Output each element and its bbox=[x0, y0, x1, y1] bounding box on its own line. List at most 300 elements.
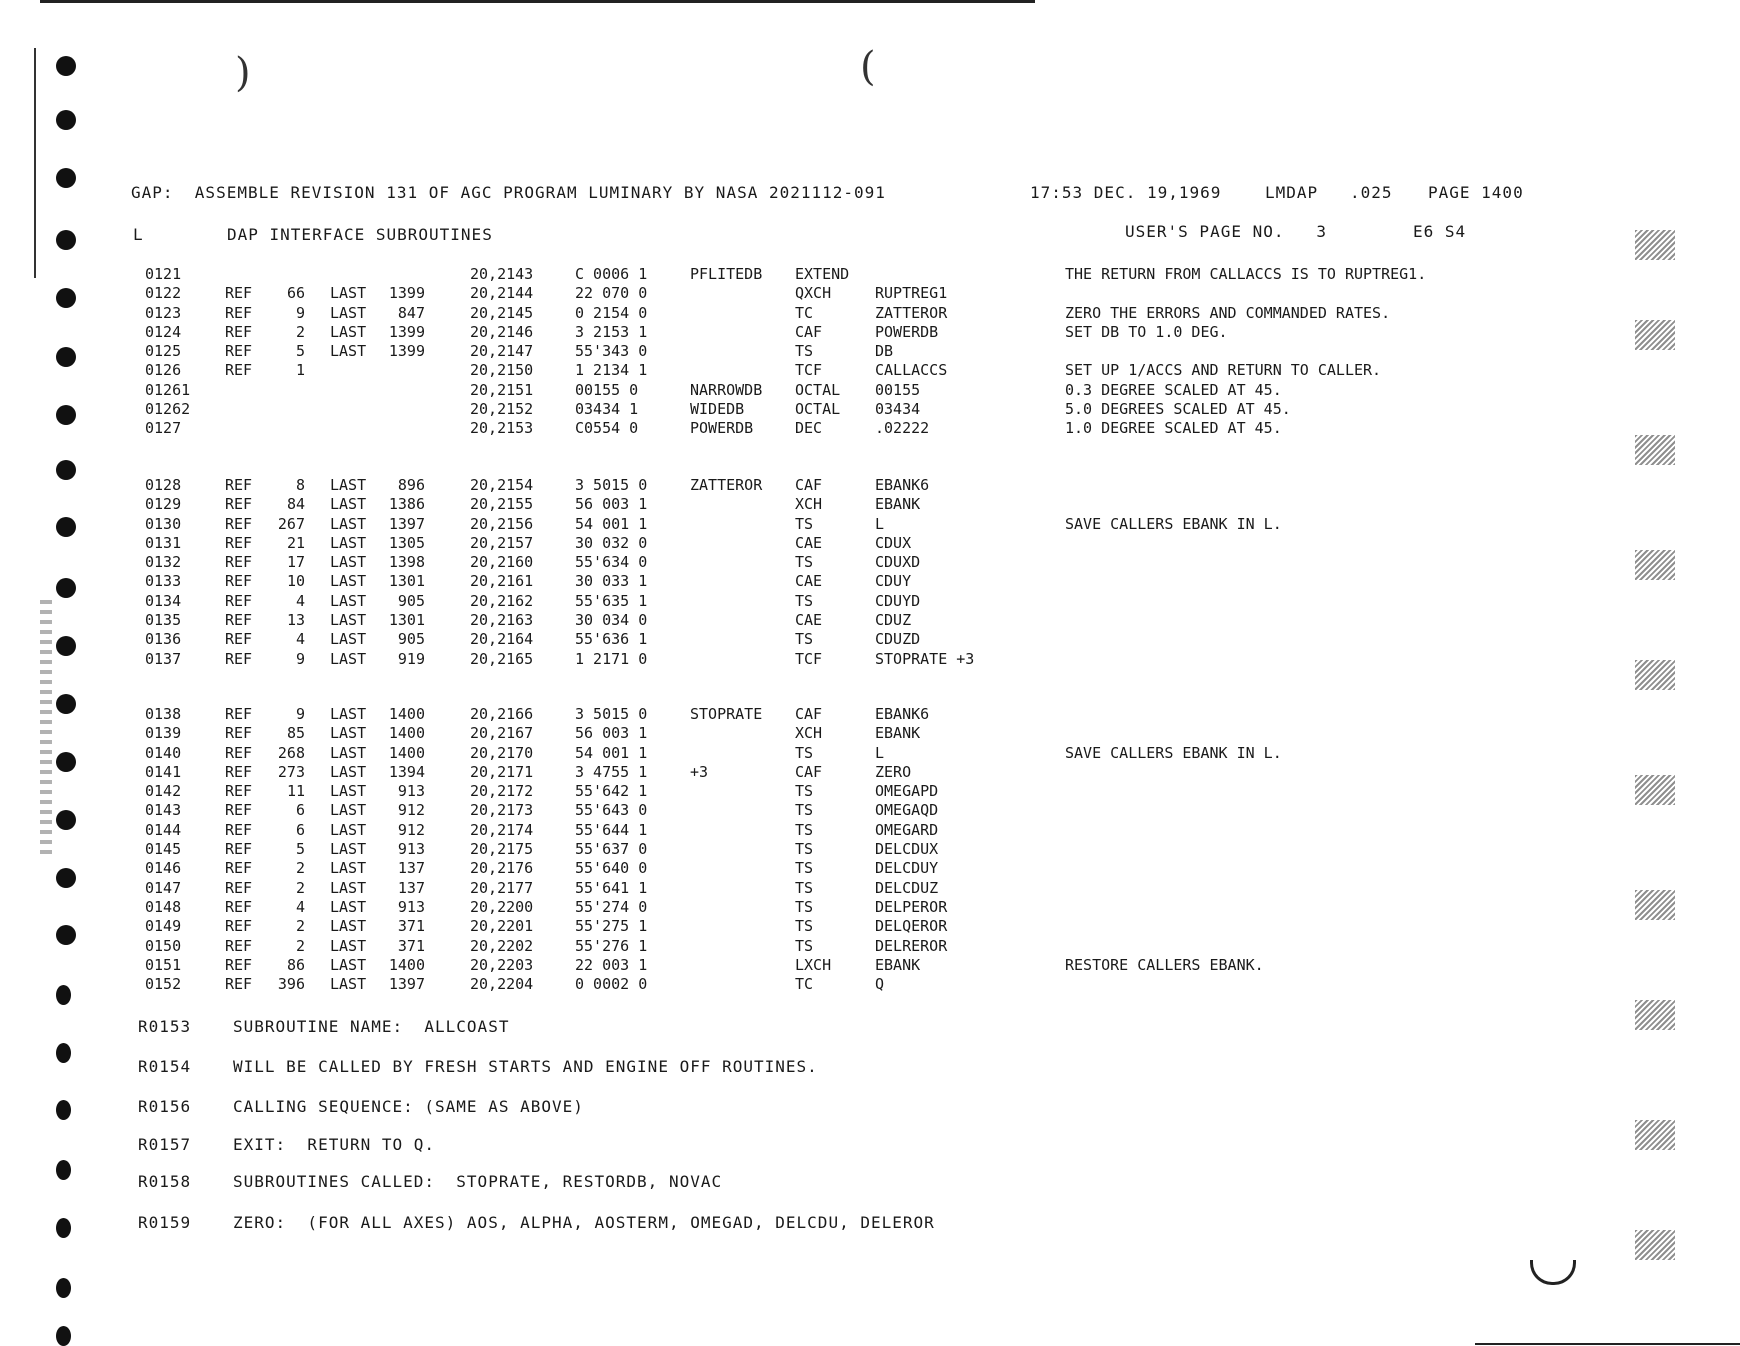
cell-addr: 20,2163 bbox=[470, 611, 534, 630]
cell-code: 55'644 1 bbox=[575, 820, 648, 839]
cell-code: 22 003 1 bbox=[575, 955, 648, 974]
cell-code: 0 2154 0 bbox=[575, 303, 648, 322]
cell-count: 17 bbox=[286, 553, 305, 572]
punch-hole bbox=[56, 405, 76, 425]
cell-operand: OMEGAPD bbox=[875, 782, 939, 801]
cell-operand: CDUY bbox=[875, 572, 912, 591]
cell-op: TS bbox=[795, 840, 814, 859]
cell-addr: 20,2167 bbox=[470, 724, 534, 743]
cell-line: 0148 bbox=[145, 897, 182, 916]
cell-last: LAST bbox=[330, 611, 367, 630]
cell-line: 0151 bbox=[145, 955, 182, 974]
cell-code: 55'637 0 bbox=[575, 840, 648, 859]
cell-operand: CDUXD bbox=[875, 553, 921, 572]
remark-id: R0157 bbox=[138, 1135, 192, 1154]
remark-id: R0153 bbox=[138, 1017, 192, 1036]
cell-addr: 20,2171 bbox=[470, 762, 534, 781]
cell-ref: REF bbox=[225, 342, 253, 361]
cell-addr: 20,2165 bbox=[470, 649, 534, 668]
cell-operand: CDUZD bbox=[875, 630, 921, 649]
cell-line: 0144 bbox=[145, 820, 182, 839]
cell-operand: RUPTREG1 bbox=[875, 284, 948, 303]
cell-operand: EBANK bbox=[875, 724, 921, 743]
cell-ref: REF bbox=[225, 322, 253, 341]
cell-lnum: 1397 bbox=[388, 514, 425, 533]
cell-op: DEC bbox=[795, 419, 823, 438]
cell-ref: REF bbox=[225, 840, 253, 859]
header-module: LMDAP bbox=[1265, 183, 1319, 202]
cell-line: 0134 bbox=[145, 591, 182, 610]
cell-addr: 20,2153 bbox=[470, 419, 534, 438]
header-time: 17:53 DEC. 19,1969 bbox=[1030, 183, 1222, 202]
cell-code: 55'642 1 bbox=[575, 782, 648, 801]
remark-id: R0154 bbox=[138, 1057, 192, 1076]
cell-ref: REF bbox=[225, 533, 253, 552]
cell-operand: EBANK bbox=[875, 495, 921, 514]
cell-last: LAST bbox=[330, 782, 367, 801]
cell-operand: 00155 bbox=[875, 380, 921, 399]
cell-operand: ZERO bbox=[875, 762, 912, 781]
cell-line: 0146 bbox=[145, 859, 182, 878]
cell-comment: RESTORE CALLERS EBANK. bbox=[1065, 955, 1264, 974]
cell-op: TS bbox=[795, 878, 814, 897]
cell-operand: POWERDB bbox=[875, 322, 939, 341]
punch-hole bbox=[56, 925, 76, 945]
cell-code: 55'636 1 bbox=[575, 630, 648, 649]
cell-op: OCTAL bbox=[795, 400, 841, 419]
cell-line: 0142 bbox=[145, 782, 182, 801]
cell-line: 0138 bbox=[145, 705, 182, 723]
cell-lnum: 1400 bbox=[388, 743, 425, 762]
punch-hole bbox=[56, 517, 76, 537]
cell-op: TC bbox=[795, 303, 814, 322]
cell-last: LAST bbox=[330, 649, 367, 668]
cell-ref: REF bbox=[225, 820, 253, 839]
cell-comment: SET DB TO 1.0 DEG. bbox=[1065, 322, 1228, 341]
cell-last: LAST bbox=[330, 724, 367, 743]
punch-hole bbox=[56, 56, 76, 76]
remark-text: WILL BE CALLED BY FRESH STARTS AND ENGINE OFF ROUTINES. bbox=[233, 1057, 818, 1076]
cell-ref: REF bbox=[225, 975, 253, 994]
cell-code: 55'276 1 bbox=[575, 936, 648, 955]
cell-lnum: 1400 bbox=[388, 705, 425, 723]
left-edge-line bbox=[34, 48, 36, 278]
remark-text: EXIT: RETURN TO Q. bbox=[233, 1135, 436, 1154]
cell-count: 6 bbox=[295, 801, 305, 820]
cell-line: 01262 bbox=[145, 400, 191, 419]
edge-mark bbox=[1635, 890, 1675, 920]
cell-operand: L bbox=[875, 743, 885, 762]
cell-addr: 20,2160 bbox=[470, 553, 534, 572]
cell-addr: 20,2172 bbox=[470, 782, 534, 801]
cell-op: LXCH bbox=[795, 955, 832, 974]
cell-operand: DELREROR bbox=[875, 936, 948, 955]
cell-ref: REF bbox=[225, 303, 253, 322]
edge-mark bbox=[1635, 1000, 1675, 1030]
cell-lnum: 847 bbox=[397, 303, 425, 322]
cell-count: 1 bbox=[295, 361, 305, 380]
cell-operand: DB bbox=[875, 342, 894, 361]
cell-label: WIDEDB bbox=[690, 400, 745, 419]
cell-op: QXCH bbox=[795, 284, 832, 303]
cell-ref: REF bbox=[225, 361, 253, 380]
cell-count: 2 bbox=[295, 322, 305, 341]
cell-op: TS bbox=[795, 743, 814, 762]
cell-operand: ZATTEROR bbox=[875, 303, 948, 322]
cell-count: 86 bbox=[286, 955, 305, 974]
punch-hole bbox=[56, 694, 76, 714]
cell-addr: 20,2154 bbox=[470, 476, 534, 494]
cell-code: 55'635 1 bbox=[575, 591, 648, 610]
cell-addr: 20,2161 bbox=[470, 572, 534, 591]
cell-lnum: 371 bbox=[397, 917, 425, 936]
cell-code: 55'641 1 bbox=[575, 878, 648, 897]
cell-count: 5 bbox=[295, 342, 305, 361]
cell-line: 0133 bbox=[145, 572, 182, 591]
cell-code: 56 003 1 bbox=[575, 495, 648, 514]
cell-code: 56 003 1 bbox=[575, 724, 648, 743]
cell-last: LAST bbox=[330, 553, 367, 572]
cell-op: TS bbox=[795, 801, 814, 820]
cell-addr: 20,2202 bbox=[470, 936, 534, 955]
cell-ref: REF bbox=[225, 897, 253, 916]
cell-line: 0123 bbox=[145, 303, 182, 322]
cell-line: 0143 bbox=[145, 801, 182, 820]
cell-ref: REF bbox=[225, 649, 253, 668]
cell-line: 0136 bbox=[145, 630, 182, 649]
cell-last: LAST bbox=[330, 630, 367, 649]
cell-operand: EBANK6 bbox=[875, 705, 930, 723]
cell-operand: DELQEROR bbox=[875, 917, 948, 936]
cell-line: 0152 bbox=[145, 975, 182, 994]
cell-comment: SAVE CALLERS EBANK IN L. bbox=[1065, 514, 1282, 533]
cell-ref: REF bbox=[225, 762, 253, 781]
cell-code: 55'640 0 bbox=[575, 859, 648, 878]
cell-lnum: 1301 bbox=[388, 572, 425, 591]
cell-lnum: 919 bbox=[397, 649, 425, 668]
punch-hole bbox=[56, 110, 76, 130]
cell-count: 5 bbox=[295, 840, 305, 859]
cell-op: CAF bbox=[795, 476, 823, 494]
cell-lnum: 137 bbox=[397, 878, 425, 897]
cell-line: 0139 bbox=[145, 724, 182, 743]
cell-addr: 20,2152 bbox=[470, 400, 534, 419]
cell-line: 0129 bbox=[145, 495, 182, 514]
punch-hole bbox=[56, 230, 76, 250]
cell-comment: ZERO THE ERRORS AND COMMANDED RATES. bbox=[1065, 303, 1391, 322]
punch-hole bbox=[56, 288, 76, 308]
cell-op: CAE bbox=[795, 611, 823, 630]
cell-last: LAST bbox=[330, 514, 367, 533]
cell-addr: 20,2173 bbox=[470, 801, 534, 820]
cell-count: 6 bbox=[295, 820, 305, 839]
cell-last: LAST bbox=[330, 936, 367, 955]
cell-op: XCH bbox=[795, 724, 823, 743]
cell-code: 55'643 0 bbox=[575, 801, 648, 820]
cell-ref: REF bbox=[225, 917, 253, 936]
cell-op: OCTAL bbox=[795, 380, 841, 399]
cell-line: 0121 bbox=[145, 265, 182, 283]
top-rule bbox=[40, 0, 1035, 3]
remark-text: SUBROUTINES CALLED: STOPRATE, RESTORDB, NOVAC bbox=[233, 1172, 723, 1191]
cell-lnum: 137 bbox=[397, 859, 425, 878]
cell-last: LAST bbox=[330, 476, 367, 494]
remark-text: ZERO: (FOR ALL AXES) AOS, ALPHA, AOSTERM, OMEGAD, DELCDU, DELEROR bbox=[233, 1213, 935, 1232]
cell-count: 396 bbox=[277, 975, 305, 994]
cell-count: 2 bbox=[295, 936, 305, 955]
cell-label: POWERDB bbox=[690, 419, 754, 438]
cell-count: 21 bbox=[286, 533, 305, 552]
cell-op: TS bbox=[795, 514, 814, 533]
cell-code: 03434 1 bbox=[575, 400, 639, 419]
edge-mark bbox=[1635, 1230, 1675, 1260]
punch-hole bbox=[56, 1100, 71, 1120]
cell-lnum: 896 bbox=[397, 476, 425, 494]
cell-op: TS bbox=[795, 897, 814, 916]
cell-addr: 20,2177 bbox=[470, 878, 534, 897]
edge-mark bbox=[1635, 320, 1675, 350]
cell-last: LAST bbox=[330, 705, 367, 723]
cell-lnum: 1301 bbox=[388, 611, 425, 630]
cell-operand: OMEGAQD bbox=[875, 801, 939, 820]
cell-addr: 20,2144 bbox=[470, 284, 534, 303]
cell-ref: REF bbox=[225, 630, 253, 649]
cell-op: TCF bbox=[795, 361, 823, 380]
cell-code: 55'343 0 bbox=[575, 342, 648, 361]
punch-hole bbox=[56, 810, 76, 830]
cell-line: 0128 bbox=[145, 476, 182, 494]
cell-code: 0 0002 0 bbox=[575, 975, 648, 994]
cell-op: TS bbox=[795, 917, 814, 936]
cell-op: CAF bbox=[795, 762, 823, 781]
cell-line: 0132 bbox=[145, 553, 182, 572]
cell-code: 54 001 1 bbox=[575, 743, 648, 762]
cell-count: 8 bbox=[295, 476, 305, 494]
edge-mark bbox=[1635, 660, 1675, 690]
cell-code: 55'274 0 bbox=[575, 897, 648, 916]
cell-addr: 20,2166 bbox=[470, 705, 534, 723]
cell-ref: REF bbox=[225, 591, 253, 610]
cell-addr: 20,2204 bbox=[470, 975, 534, 994]
cell-op: CAF bbox=[795, 705, 823, 723]
cell-label: PFLITEDB bbox=[690, 265, 763, 283]
punch-hole bbox=[56, 636, 76, 656]
cell-code: 55'275 1 bbox=[575, 917, 648, 936]
header-page: PAGE 1400 bbox=[1428, 183, 1524, 202]
cell-operand: DELCDUX bbox=[875, 840, 939, 859]
cell-operand: DELCDUY bbox=[875, 859, 939, 878]
punch-hole bbox=[56, 1160, 71, 1180]
edge-mark bbox=[1635, 775, 1675, 805]
cell-code: 30 032 0 bbox=[575, 533, 648, 552]
header-number: .025 bbox=[1350, 183, 1393, 202]
cell-lnum: 1400 bbox=[388, 724, 425, 743]
cell-count: 273 bbox=[277, 762, 305, 781]
cell-line: 0141 bbox=[145, 762, 182, 781]
cell-label: STOPRATE bbox=[690, 705, 763, 723]
cell-code: 30 033 1 bbox=[575, 572, 648, 591]
cell-op: CAE bbox=[795, 572, 823, 591]
cell-op: TS bbox=[795, 859, 814, 878]
cell-operand: OMEGARD bbox=[875, 820, 939, 839]
punch-hole bbox=[56, 460, 76, 480]
edge-mark bbox=[1635, 435, 1675, 465]
cell-count: 9 bbox=[295, 303, 305, 322]
punch-hole bbox=[56, 985, 71, 1005]
cell-operand: DELCDUZ bbox=[875, 878, 939, 897]
cell-addr: 20,2150 bbox=[470, 361, 534, 380]
cell-addr: 20,2175 bbox=[470, 840, 534, 859]
users-page-number: USER'S PAGE NO. 3 bbox=[1125, 222, 1328, 241]
cell-code: 1 2171 0 bbox=[575, 649, 648, 668]
cell-lnum: 912 bbox=[397, 820, 425, 839]
header-gap-line: GAP: ASSEMBLE REVISION 131 OF AGC PROGRAM LUMINARY BY NASA 2021112-091 bbox=[131, 183, 886, 202]
cell-addr: 20,2200 bbox=[470, 897, 534, 916]
cell-comment: SET UP 1/ACCS AND RETURN TO CALLER. bbox=[1065, 361, 1382, 380]
cell-code: 00155 0 bbox=[575, 380, 639, 399]
cell-op: EXTEND bbox=[795, 265, 850, 283]
cell-code: 3 4755 1 bbox=[575, 762, 648, 781]
cell-lnum: 913 bbox=[397, 840, 425, 859]
cell-line: 0145 bbox=[145, 840, 182, 859]
cell-operand: STOPRATE +3 bbox=[875, 649, 975, 668]
cell-code: 55'634 0 bbox=[575, 553, 648, 572]
edge-mark bbox=[1635, 230, 1675, 260]
cell-lnum: 1397 bbox=[388, 975, 425, 994]
cell-operand: DELPEROR bbox=[875, 897, 948, 916]
cell-ref: REF bbox=[225, 572, 253, 591]
cell-ref: REF bbox=[225, 782, 253, 801]
cell-count: 4 bbox=[295, 591, 305, 610]
scan-mark-paren: ) bbox=[235, 50, 251, 96]
edge-mark bbox=[1635, 1120, 1675, 1150]
punch-hole bbox=[56, 347, 76, 367]
cell-line: 0140 bbox=[145, 743, 182, 762]
cell-comment: SAVE CALLERS EBANK IN L. bbox=[1065, 743, 1282, 762]
cell-count: 85 bbox=[286, 724, 305, 743]
cell-last: LAST bbox=[330, 572, 367, 591]
cell-last: LAST bbox=[330, 533, 367, 552]
cell-code: C0554 0 bbox=[575, 419, 639, 438]
remark-id: R0158 bbox=[138, 1172, 192, 1191]
cell-addr: 20,2155 bbox=[470, 495, 534, 514]
cell-addr: 20,2162 bbox=[470, 591, 534, 610]
cell-last: LAST bbox=[330, 322, 367, 341]
section-title: DAP INTERFACE SUBROUTINES bbox=[227, 225, 493, 244]
cell-last: LAST bbox=[330, 820, 367, 839]
cell-last: LAST bbox=[330, 743, 367, 762]
cell-line: 0147 bbox=[145, 878, 182, 897]
cell-last: LAST bbox=[330, 859, 367, 878]
cell-line: 0131 bbox=[145, 533, 182, 552]
cell-code: 3 2153 1 bbox=[575, 322, 648, 341]
cell-op: TS bbox=[795, 591, 814, 610]
cell-label: NARROWDB bbox=[690, 380, 763, 399]
punch-hole bbox=[56, 578, 76, 598]
cell-operand: L bbox=[875, 514, 885, 533]
cell-count: 2 bbox=[295, 878, 305, 897]
cell-op: TS bbox=[795, 820, 814, 839]
cell-line: 01261 bbox=[145, 380, 191, 399]
cell-op: CAF bbox=[795, 322, 823, 341]
cell-comment: 0.3 DEGREE SCALED AT 45. bbox=[1065, 380, 1282, 399]
cell-comment: 1.0 DEGREE SCALED AT 45. bbox=[1065, 419, 1282, 438]
cell-lnum: 913 bbox=[397, 782, 425, 801]
cell-ref: REF bbox=[225, 284, 253, 303]
cell-ref: REF bbox=[225, 801, 253, 820]
cell-lnum: 905 bbox=[397, 591, 425, 610]
section-letter: L bbox=[133, 225, 144, 244]
cell-code: 54 001 1 bbox=[575, 514, 648, 533]
punch-hole bbox=[56, 868, 76, 888]
cell-label: +3 bbox=[690, 762, 709, 781]
cell-op: TS bbox=[795, 342, 814, 361]
cell-addr: 20,2145 bbox=[470, 303, 534, 322]
cell-addr: 20,2164 bbox=[470, 630, 534, 649]
cell-last: LAST bbox=[330, 878, 367, 897]
cell-line: 0150 bbox=[145, 936, 182, 955]
cell-ref: REF bbox=[225, 743, 253, 762]
cell-line: 0149 bbox=[145, 917, 182, 936]
cell-count: 66 bbox=[286, 284, 305, 303]
cell-op: TS bbox=[795, 553, 814, 572]
side-stamp-mark bbox=[40, 600, 52, 860]
cell-count: 2 bbox=[295, 917, 305, 936]
punch-hole bbox=[56, 1326, 71, 1346]
scan-mark-curl: ( bbox=[860, 44, 876, 90]
cell-lnum: 371 bbox=[397, 936, 425, 955]
remark-text: CALLING SEQUENCE: (SAME AS ABOVE) bbox=[233, 1097, 584, 1116]
cell-last: LAST bbox=[330, 801, 367, 820]
cell-addr: 20,2174 bbox=[470, 820, 534, 839]
cell-last: LAST bbox=[330, 303, 367, 322]
cell-operand: CDUX bbox=[875, 533, 912, 552]
punch-hole bbox=[56, 168, 76, 188]
cell-addr: 20,2201 bbox=[470, 917, 534, 936]
cell-count: 9 bbox=[295, 649, 305, 668]
cell-ref: REF bbox=[225, 611, 253, 630]
cell-op: TC bbox=[795, 975, 814, 994]
cell-last: LAST bbox=[330, 762, 367, 781]
cell-ref: REF bbox=[225, 514, 253, 533]
cell-count: 4 bbox=[295, 897, 305, 916]
cell-addr: 20,2176 bbox=[470, 859, 534, 878]
cell-ref: REF bbox=[225, 936, 253, 955]
cell-last: LAST bbox=[330, 897, 367, 916]
cell-addr: 20,2147 bbox=[470, 342, 534, 361]
cell-last: LAST bbox=[330, 591, 367, 610]
cell-addr: 20,2156 bbox=[470, 514, 534, 533]
cell-operand: EBANK bbox=[875, 955, 921, 974]
cell-op: TS bbox=[795, 936, 814, 955]
cell-line: 0135 bbox=[145, 611, 182, 630]
cell-lnum: 1399 bbox=[388, 322, 425, 341]
remark-id: R0159 bbox=[138, 1213, 192, 1232]
cell-ref: REF bbox=[225, 476, 253, 494]
cell-op: CAE bbox=[795, 533, 823, 552]
cell-count: 268 bbox=[277, 743, 305, 762]
cell-line: 0125 bbox=[145, 342, 182, 361]
remark-text: SUBROUTINE NAME: ALLCOAST bbox=[233, 1017, 510, 1036]
cell-line: 0137 bbox=[145, 649, 182, 668]
cell-addr: 20,2203 bbox=[470, 955, 534, 974]
cell-ref: REF bbox=[225, 955, 253, 974]
cell-count: 11 bbox=[286, 782, 305, 801]
cell-op: XCH bbox=[795, 495, 823, 514]
cell-code: 30 034 0 bbox=[575, 611, 648, 630]
cell-ref: REF bbox=[225, 495, 253, 514]
cell-line: 0126 bbox=[145, 361, 182, 380]
